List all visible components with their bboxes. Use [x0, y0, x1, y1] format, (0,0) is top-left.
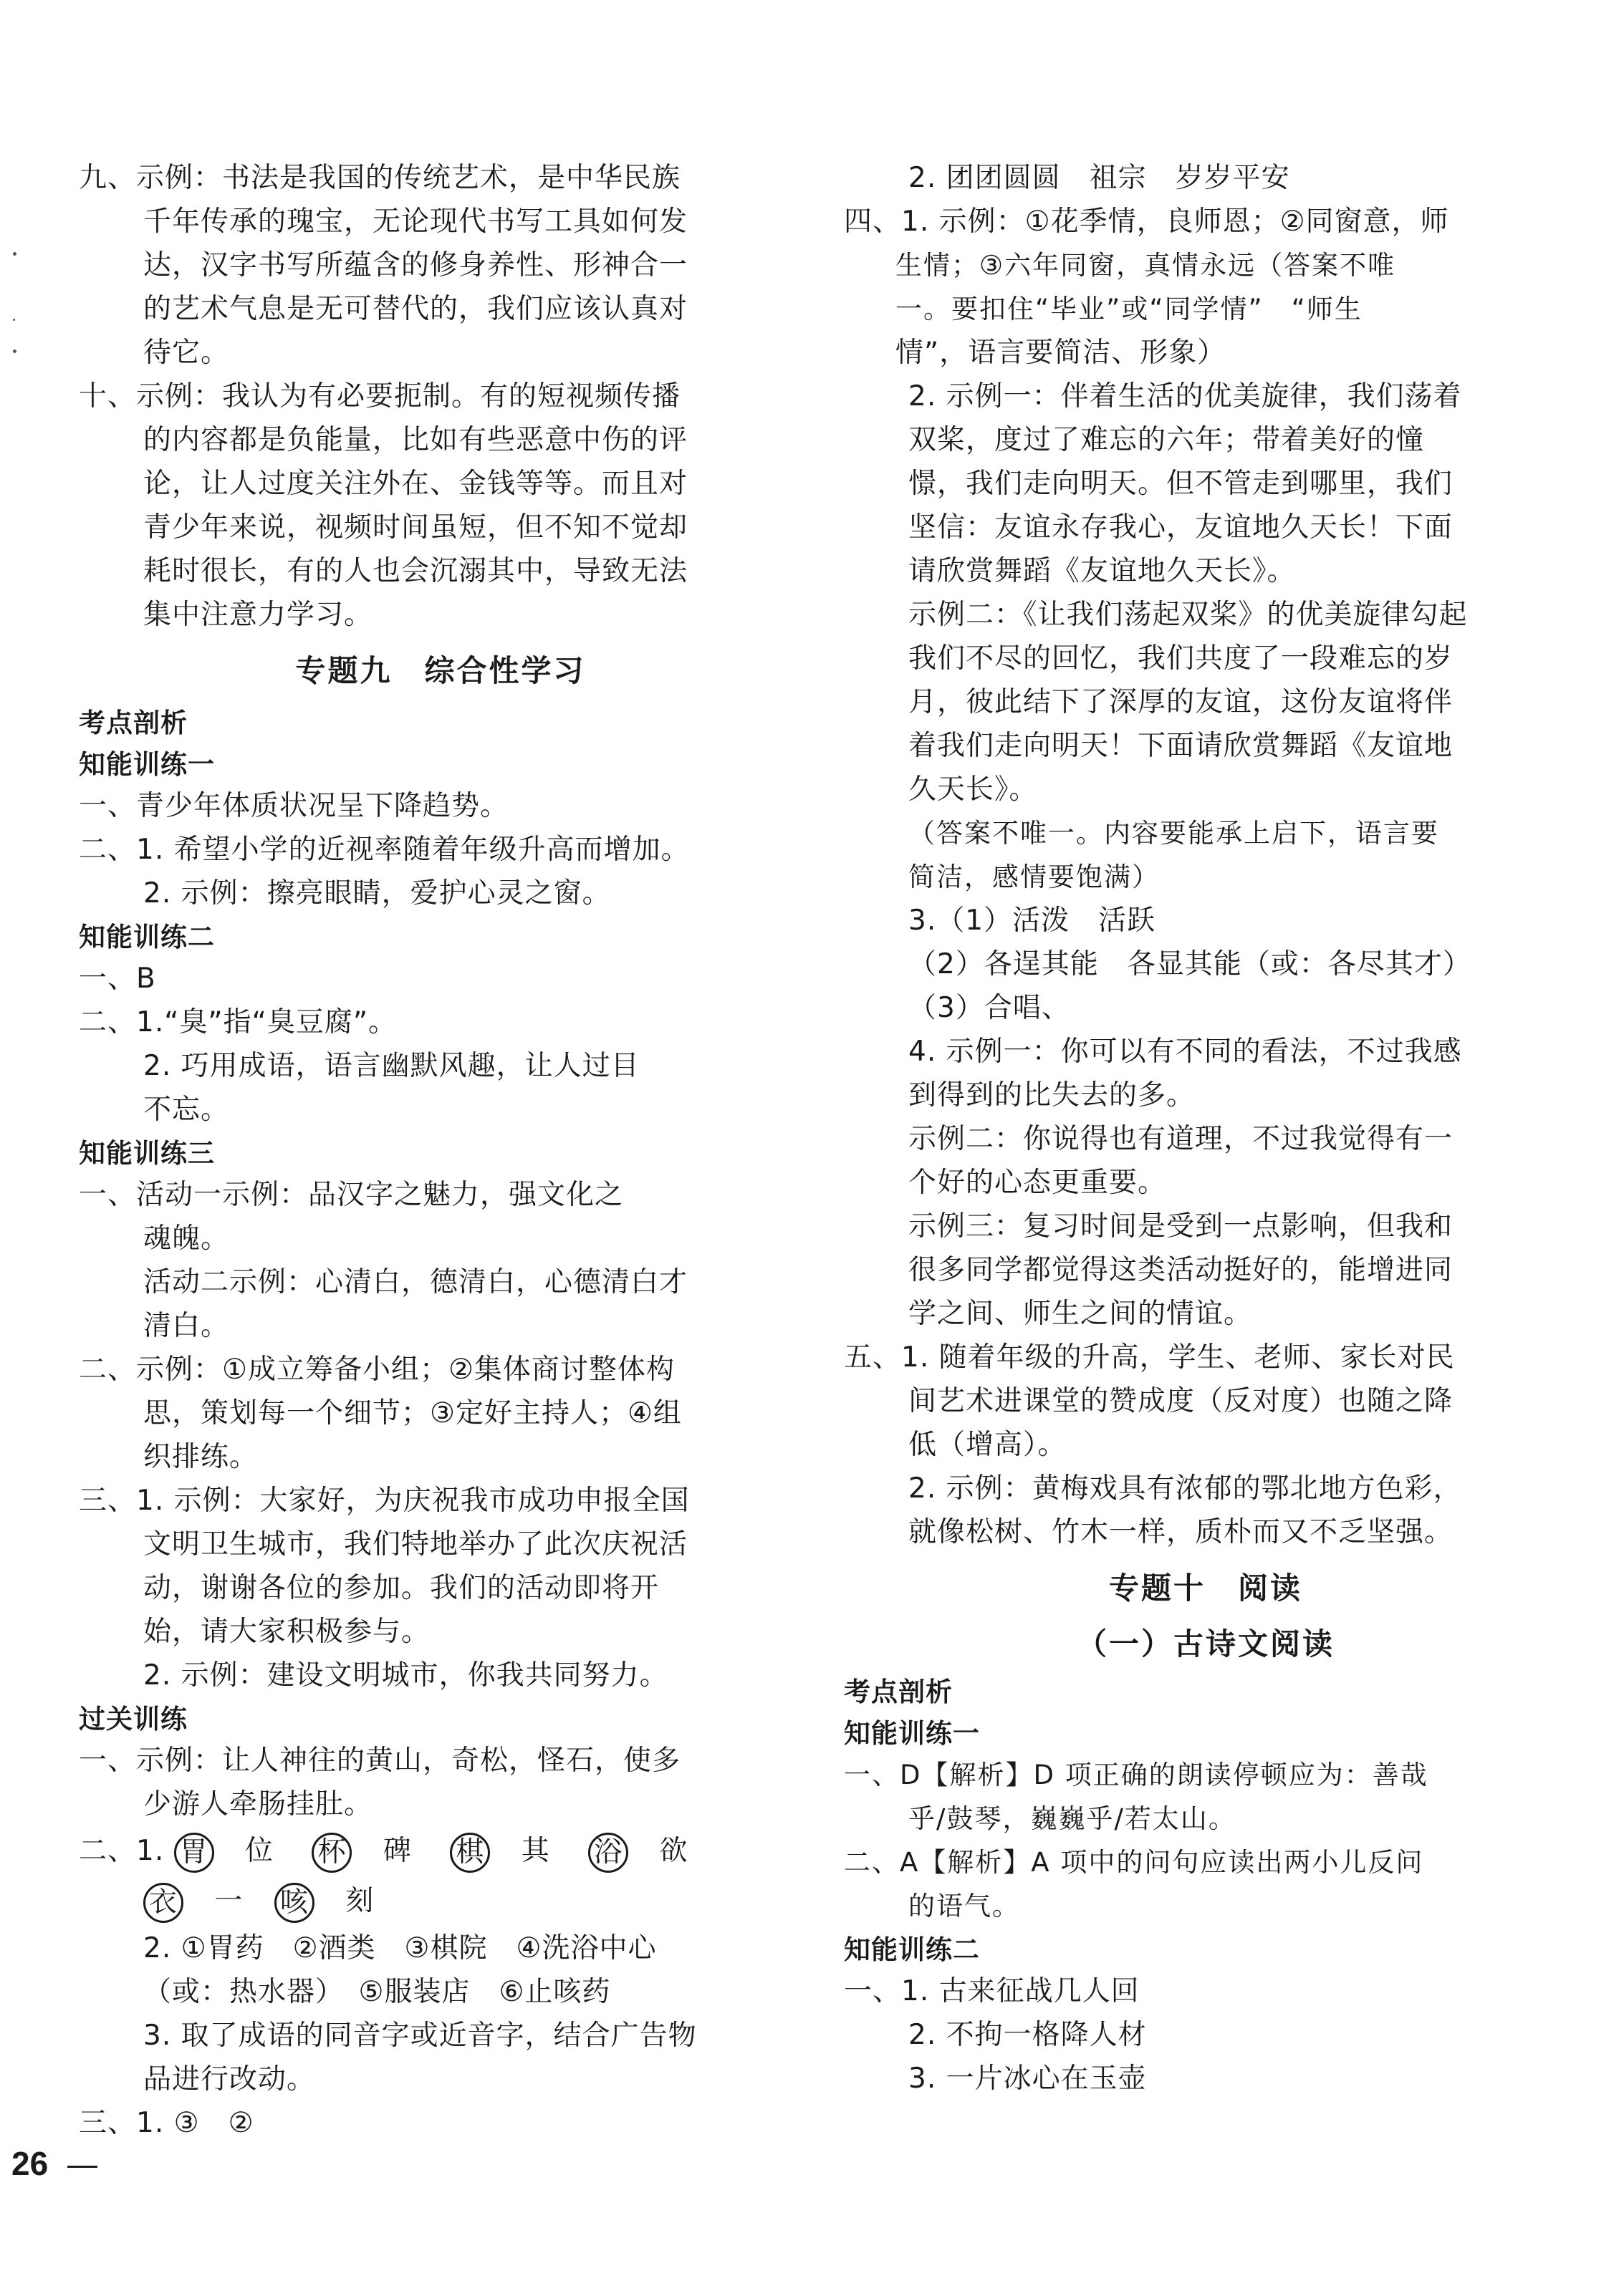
- answer-line: 3. 一片冰心在玉壶: [908, 2063, 1147, 2095]
- answer-line: 待它。: [143, 337, 230, 369]
- answer-line: 2. 不拘一格降人材: [908, 2019, 1147, 2051]
- answer-line: 千年传承的瑰宝，无论现代书写工具如何发: [143, 206, 688, 238]
- answer-line: 就像松树、竹木一样，质朴而又不乏坚强。: [908, 1516, 1454, 1548]
- answer-line: 低（增高）。: [908, 1429, 1067, 1461]
- answer-line: 请欣赏舞蹈《友谊地久天长》。: [908, 555, 1296, 587]
- circled-answer-line: [79, 1826, 802, 1876]
- answer-line: 文明卫生城市，我们特地举办了此次庆祝活: [143, 1528, 688, 1561]
- answer-line: 2. 示例：擦亮眼睛，爱护心灵之窗。: [143, 877, 611, 910]
- section-title: 专题九 综合性学习: [295, 653, 586, 688]
- answer-line: 示例二：《让我们荡起双桨》的优美旋律勾起: [908, 599, 1468, 631]
- answer-line: 少游人牵肠挂肚。: [143, 1788, 373, 1820]
- answer-line: 一、示例：让人神往的黄山，奇松，怪石，使多: [79, 1745, 681, 1777]
- answer-line: 我们不尽的回忆，我们共度了一段难忘的岁: [908, 642, 1454, 675]
- answer-line: 双桨，度过了难忘的六年；带着美好的憧: [908, 424, 1425, 456]
- answer-line: 到得到的比失去的多。: [908, 1079, 1196, 1111]
- answer-line: 二、1. 希望小学的近视率随着年级升高而增加。: [79, 834, 690, 866]
- answer-line: 织排练。: [143, 1441, 259, 1473]
- answer-line: 学之间、师生之间的情谊。: [908, 1298, 1253, 1330]
- answer-line: 着我们走向明天！下面请欣赏舞蹈《友谊地: [908, 730, 1454, 762]
- answer-line: 四、1. 示例：①花季情，良师恩；②同窗意，师: [844, 206, 1449, 238]
- answer-line: 情”，语言要简洁、形象）: [895, 337, 1226, 369]
- answer-line: 的语气。: [908, 1891, 1020, 1921]
- answer-line: 3.（1）活泼 活跃: [908, 905, 1156, 937]
- section-title: 专题十 阅读: [1108, 1571, 1302, 1606]
- margin-mark: [13, 349, 16, 353]
- answer-line: 动，谢谢各位的参加。我们的活动即将开: [143, 1572, 660, 1604]
- circled-char: 衣: [143, 1883, 183, 1923]
- plain-char: 位: [245, 1835, 274, 1867]
- subsection-title: （一）古诗文阅读: [1076, 1626, 1335, 1661]
- answer-line: 集中注意力学习。: [143, 599, 373, 631]
- answer-line: 达，汉字书写所蕴含的修身养性、形神合一: [143, 249, 688, 281]
- circled-answer-line: [79, 1876, 802, 1926]
- answer-line: 论，让人过度关注外在、金钱等等。而且对: [143, 468, 688, 500]
- answer-line: 4. 示例一：你可以有不同的看法，不过我感: [908, 1036, 1462, 1068]
- answer-line: 始，请大家积极参与。: [143, 1616, 431, 1648]
- plain-char: 其: [521, 1835, 550, 1867]
- circled-char: 浴: [588, 1833, 628, 1873]
- answer-line: 活动二示例：心清白，德清白，心德清白才: [143, 1266, 688, 1298]
- answer-line: 2. 巧用成语，语言幽默风趣，让人过目: [143, 1050, 640, 1082]
- answer-line: 月，彼此结下了深厚的友谊，这份友谊将伴: [908, 686, 1454, 718]
- answer-line: 2. 团团圆圆 祖宗 岁岁平安: [908, 162, 1290, 194]
- answer-line: 一、1. 古来征战几人回: [844, 1975, 1140, 2007]
- section-heading: 考点剖析: [844, 1677, 953, 1707]
- answer-line: 2. ①胃药 ②酒类 ③棋院 ④洗浴中心: [143, 1932, 657, 1964]
- answer-line: 一。要扣住“毕业”或“同学情” “师生: [895, 294, 1363, 324]
- answer-line: 的艺术气息是无可替代的，我们应该认真对: [143, 293, 688, 325]
- margin-mark: [13, 319, 15, 321]
- plain-char: 欲: [659, 1835, 688, 1867]
- answer-line: 一、B: [79, 963, 156, 995]
- left-column: [79, 156, 802, 2145]
- page-number: 26: [11, 2145, 49, 2182]
- answer-line: 很多同学都觉得这类活动挺好的，能增进同: [908, 1254, 1454, 1286]
- answer-line: 清白。: [143, 1310, 230, 1342]
- answer-line: 示例三：复习时间是受到一点影响，但我和: [908, 1210, 1454, 1243]
- margin-mark: [13, 252, 16, 256]
- page-number-dash: [67, 2166, 97, 2168]
- exercise-heading: 知能训练三: [79, 1138, 215, 1169]
- exercise-heading: 知能训练二: [844, 1934, 980, 1965]
- answer-line: 三、1. ③ ②: [79, 2107, 254, 2139]
- answer-line: （2）各逞其能 各显其能（或：各尽其才）: [908, 948, 1471, 980]
- answer-line: 3. 取了成语的同音字或近音字，结合广告物: [143, 2020, 697, 2052]
- answer-line: 不忘。: [143, 1094, 230, 1126]
- circled-char: 杯: [312, 1833, 352, 1873]
- answer-line: 憬，我们走向明天。但不管走到哪里，我们: [908, 468, 1454, 500]
- answer-line: 青少年来说，视频时间虽短，但不知不觉却: [143, 511, 688, 544]
- answer-line: （答案不唯一。内容要能承上启下，语言要: [908, 818, 1439, 849]
- answer-line: 魂魄。: [143, 1222, 230, 1255]
- answer-line: 个好的心态更重要。: [908, 1167, 1167, 1199]
- answer-line: 生情；③六年同窗，真情永远（答案不唯: [895, 250, 1396, 281]
- item-number: 二、1.: [79, 1835, 165, 1867]
- right-column: [844, 156, 1567, 2100]
- answer-line: 示例二：你说得也有道理，不过我觉得有一: [908, 1123, 1454, 1155]
- answer-line: 一、D【解析】D 项正确的朗读停顿应为：善哉: [844, 1760, 1428, 1790]
- answer-line: 品进行改动。: [143, 2063, 316, 2095]
- circled-char: 棋: [450, 1833, 490, 1873]
- answer-line: （3）合唱、: [908, 992, 1070, 1024]
- plain-char: 一: [214, 1885, 244, 1917]
- answer-line: 五、1. 随着年级的升高，学生、老师、家长对民: [844, 1341, 1455, 1374]
- answer-line: 2. 示例一：伴着生活的优美旋律，我们荡着: [908, 380, 1462, 413]
- answer-line: 二、A【解析】A 项中的问句应读出两小儿反问: [844, 1847, 1424, 1878]
- answer-line: 二、1.“臭”指“臭豆腐”。: [79, 1006, 398, 1038]
- answer-line: 耗时很长，有的人也会沉溺其中，导致无法: [143, 555, 688, 587]
- answer-line: 思，策划每一个细节；③定好主持人；④组: [143, 1397, 682, 1429]
- answer-line: 的内容都是负能量，比如有些恶意中伤的评: [143, 424, 688, 456]
- answer-line: 一、青少年体质状况呈下降趋势。: [79, 790, 509, 822]
- exercise-heading: 知能训练一: [844, 1718, 980, 1749]
- answer-line: 一、活动一示例：品汉字之魅力，强文化之: [79, 1179, 624, 1211]
- answer-line: 乎/鼓琴，巍巍乎/若太山。: [908, 1803, 1236, 1834]
- circled-char: 胃: [174, 1833, 214, 1873]
- exercise-heading: 知能训练一: [79, 749, 215, 780]
- answer-line: 二、示例：①成立筹备小组；②集体商讨整体构: [79, 1354, 675, 1386]
- answer-line: 简洁，感情要饱满）: [908, 862, 1160, 892]
- answer-line: 间艺术进课堂的赞成度（反对度）也随之降: [908, 1385, 1454, 1417]
- plain-char: 碑: [383, 1835, 412, 1867]
- answer-line: 三、1. 示例：大家好，为庆祝我市成功申报全国: [79, 1485, 690, 1517]
- answer-line: 2. 示例：建设文明城市，你我共同努力。: [143, 1659, 668, 1692]
- plain-char: 刻: [345, 1885, 375, 1917]
- exercise-heading: 过关训练: [79, 1704, 188, 1735]
- answer-line: 久天长》。: [908, 773, 1038, 806]
- circled-char: 咳: [274, 1883, 314, 1923]
- answer-line: 坚信：友谊永存我心，友谊地久天长！下面: [908, 511, 1454, 544]
- answer-line: （或：热水器） ⑤服装店 ⑥止咳药: [143, 1976, 611, 2008]
- exercise-heading: 知能训练二: [79, 922, 215, 952]
- answer-line: 2. 示例：黄梅戏具有浓郁的鄂北地方色彩，: [908, 1472, 1462, 1505]
- answer-line: 九、示例：书法是我国的传统艺术，是中华民族: [79, 162, 681, 194]
- answer-line: 十、示例：我认为有必要扼制。有的短视频传播: [79, 380, 681, 413]
- section-heading: 考点剖析: [79, 708, 188, 738]
